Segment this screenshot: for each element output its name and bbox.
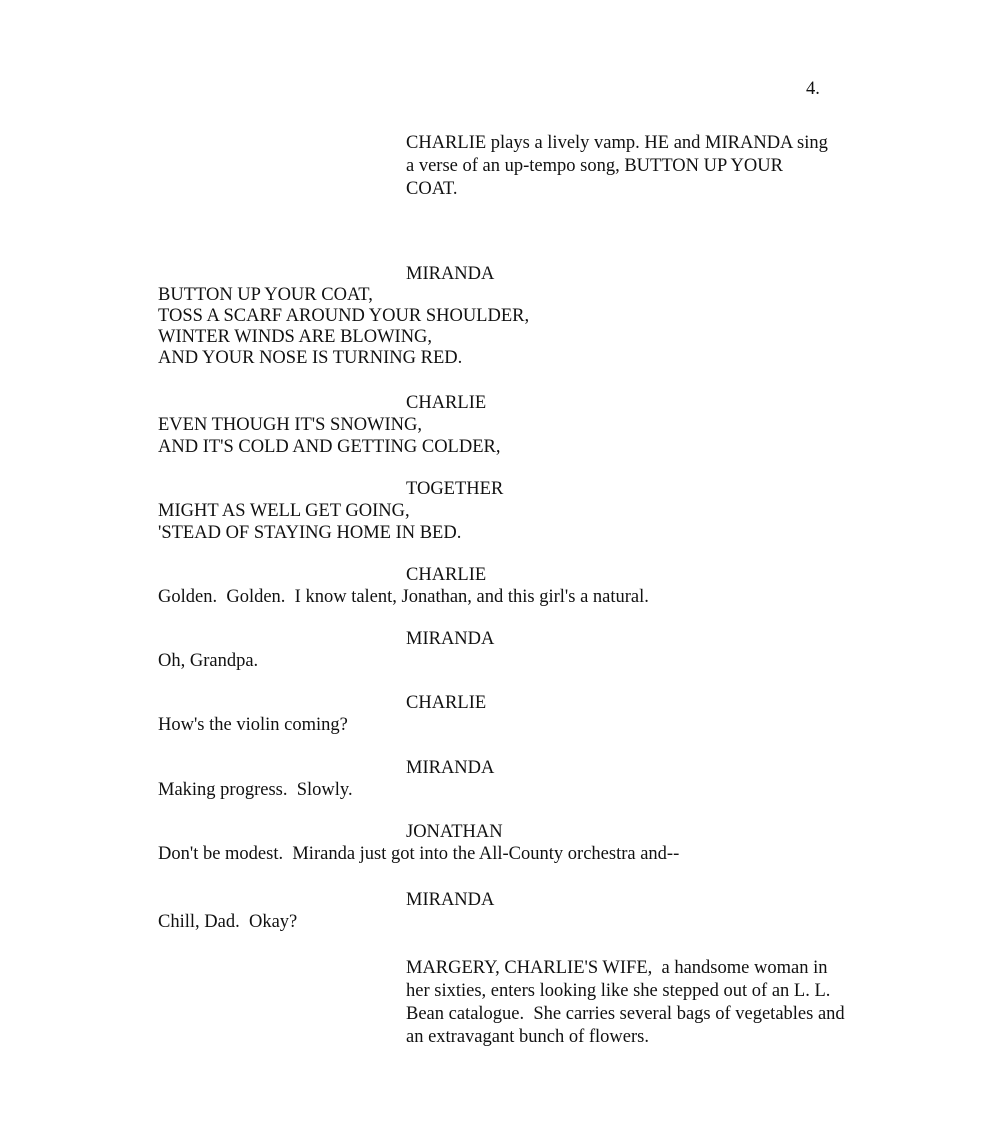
action-block [0, 957, 1000, 1049]
dialogue-line: MIGHT AS WELL GET GOING, [158, 501, 410, 521]
character-name: CHARLIE [406, 393, 487, 413]
dialogue-cue [0, 889, 1000, 933]
character-name: TOGETHER [406, 479, 504, 499]
dialogue-text [0, 285, 1000, 369]
action-block [0, 132, 1000, 201]
dialogue-text [0, 843, 1000, 865]
dialogue-line: EVEN THOUGH IT'S SNOWING, [158, 415, 423, 435]
dialogue-text [0, 714, 1000, 736]
character-name: CHARLIE [406, 565, 487, 585]
dialogue-cue [0, 628, 1000, 672]
action-line: COAT. [406, 179, 458, 199]
dialogue-text [0, 911, 1000, 933]
dialogue-line: BUTTON UP YOUR COAT, [158, 285, 373, 305]
page-number: 4. [806, 79, 820, 99]
character-name: JONATHAN [406, 822, 503, 842]
dialogue-cue [0, 263, 1000, 369]
character-name: CHARLIE [406, 693, 487, 713]
character-name: MIRANDA [406, 264, 495, 284]
dialogue-line: 'STEAD OF STAYING HOME IN BED. [158, 523, 462, 543]
action-line: MARGERY, CHARLIE'S WIFE, a handsome woman in [406, 958, 828, 978]
action-line: a verse of an up-tempo song, BUTTON UP YOUR [406, 156, 783, 176]
character-name: MIRANDA [406, 890, 495, 910]
character-name: MIRANDA [406, 629, 495, 649]
character-name: MIRANDA [406, 758, 495, 778]
dialogue-cue [0, 757, 1000, 801]
dialogue-line: How's the violin coming? [158, 715, 348, 735]
dialogue-text [0, 586, 1000, 608]
dialogue-cue [0, 692, 1000, 736]
dialogue-line: Chill, Dad. Okay? [158, 912, 298, 932]
dialogue-line: Making progress. Slowly. [158, 780, 353, 800]
dialogue-text [0, 414, 1000, 458]
dialogue-line: Oh, Grandpa. [158, 651, 259, 671]
dialogue-line: Golden. Golden. I know talent, Jonathan, and this girl's a natural. [158, 587, 649, 607]
dialogue-line: AND YOUR NOSE IS TURNING RED. [158, 348, 463, 368]
dialogue-cue [0, 821, 1000, 865]
dialogue-line: Don't be modest. Miranda just got into the All-County orchestra and-- [158, 844, 680, 864]
action-line: CHARLIE plays a lively vamp. HE and MIRANDA sing [406, 133, 828, 153]
dialogue-cue [0, 564, 1000, 608]
action-line: an extravagant bunch of flowers. [406, 1027, 649, 1047]
action-line: her sixties, enters looking like she stepped out of an L. L. [406, 981, 831, 1001]
action-line: Bean catalogue. She carries several bags of vegetables and [406, 1004, 845, 1024]
dialogue-cue [0, 392, 1000, 458]
dialogue-cue [0, 478, 1000, 544]
dialogue-line: TOSS A SCARF AROUND YOUR SHOULDER, [158, 306, 530, 326]
dialogue-line: AND IT'S COLD AND GETTING COLDER, [158, 437, 501, 457]
dialogue-text [0, 650, 1000, 672]
dialogue-text [0, 500, 1000, 544]
dialogue-line: WINTER WINDS ARE BLOWING, [158, 327, 433, 347]
dialogue-text [0, 779, 1000, 801]
